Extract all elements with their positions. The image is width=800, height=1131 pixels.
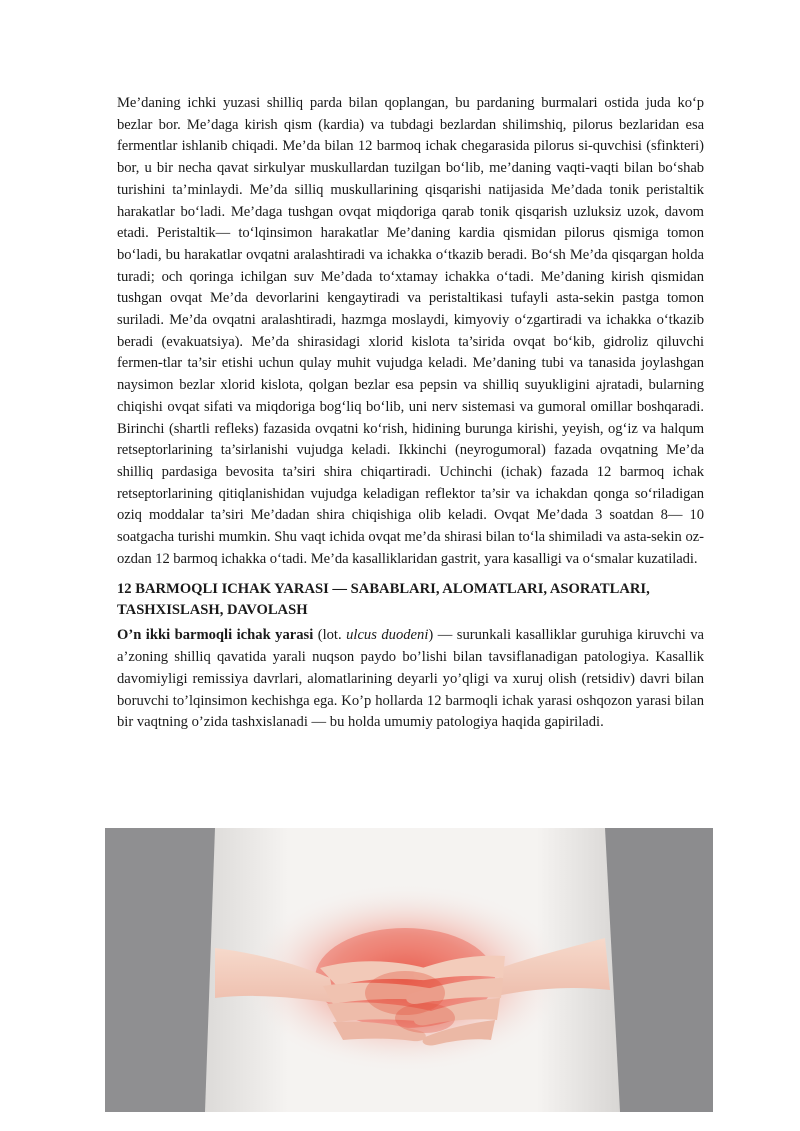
stomach-pain-illustration <box>105 828 713 1112</box>
body-paragraph-stomach: Me’daning ichki yuzasi shilliq parda bilan qoplangan, bu pardaning burmalari ostida juda ko‘p bezlar bor. Me’daga kirish qism (kardia) va tubdagi bezlardan shilimshiq, pilorus bezlaridan esa fermentlar ishlanib chiqadi. Me’da bilan 12 barmoq ichak chegarasida pilorus si-quvchisi (sfinkteri) bor, u bir necha qavat sirkulyar muskullardan tuzilgan bo‘lib, me’daning vaqti-vaqti bilan bo‘shab turishini ta’minlaydi. Me’da silliq muskullarining qisqarishi natijasida Me’dada tonik peristaltik harakatlar bo‘ladi. Me’daga tushgan ovqat miqdoriga qarab tonik qisqarish uzluksiz uzok, davom etadi. Peristaltik— to‘lqinsimon harakatlar Me’daning kardia qismidan pilorus qismiga tomon bo‘ladi, bu harakatlar ovqatni aralashtiradi va ichakka o‘tkazib beradi. Bo‘sh Me’da qisqargan holda turadi; och qoringa ichilgan suv Me’dada to‘xtamay ichakka o‘tadi. Me’daning kirish qismidan tushgan ovqat Me’da devorlarini kengaytiradi va peristaltikasi tufayli asta-sekin pastga tomon suriladi. Me’da ovqatni aralashtiradi, hazmga moslaydi, kimyoviy o‘zgartiradi va ichakka o‘tkazib beradi (evakuatsiya). Me’da shirasidagi xlorid kislota ta’sirida ovqat bo‘kib, gidroliz qiluvchi fermen-tlar ta’sir etishi uchun qulay muhit vujudga keladi. Me’daning tubi va tanasida joylashgan naysimon bezlar xlorid kislota, qolgan bezlar esa pepsin va shilliq suyukligini ajratadi, bularning chiqishi ovqat sifati va miqdoriga bog‘liq bo‘lib, uni nerv sistemasi va gumoral omillar boshqaradi. Birinchi (shartli refleks) fazasida ovqatni ko‘rish, hidining burunga kirishi, yeyish, og‘iz va halqum retseptorlarining ta’sirlanishi vujudga keladi. Ikkinchi (neyrogumoral) fazada ovqatning Me’da shilliq pardasiga bevosita ta’siri shira chiqartiradi. Uchinchi (ichak) fazada 12 barmoq ichak retseptorlarining qitiqlanishidan vujudga keladigan reflektor ta’sir va ichakdan qonga so‘riladigan oziq moddalar ta’siri Me’dadan shira chiqishiga olib keladi. Ovqat Me’dada 3 soatdan 8— 10 soatgacha turishi mumkin. Shu vaqt ichida ovqat me’da shirasi bilan to‘la shimiladi va asta-sekin oz-ozdan 12 barmoq ichakka o‘tadi. Me’da kasalliklaridan gastrit, yara kasalligi va o‘smalar kuzatiladi. <box>117 95 704 567</box>
latin-open: (lot. <box>313 627 347 644</box>
section-heading: 12 BARMOQLI ICHAK YARASI — SABABLARI, ALOMATLARI, ASORATLARI, TASHXISLASH, DAVOLASH <box>117 581 650 619</box>
latin-term: ulcus duodeni <box>346 627 429 644</box>
paragraph-rest: ) — surunkali kasalliklar guruhiga kiruvchi va a’zoning shilliq qavatida yarali nuqson paydo bo’lishi bilan tavsiflanadigan patologiya. Kasallik davomiyligi remissiya davrlari, alomatlarining deyarli yo’qligi va xuruj olish (retsidiv) davri bilan boruvchi to’lqinsimon kechishga ega. Ko’p hollarda 12 barmoqli ichak yarasi oshqozon yarasi bilan bir vaqtning o’zida tashxislanadi — bu holda umumiy patologiya haqida gapiriladi. <box>117 627 704 731</box>
body-paragraph-duodenal-ulcer <box>117 625 704 734</box>
stomach-pain-photo <box>105 828 713 1112</box>
document-page <box>117 93 704 734</box>
term-bold: O’n ikki barmoqli ichak yarasi <box>117 627 314 644</box>
